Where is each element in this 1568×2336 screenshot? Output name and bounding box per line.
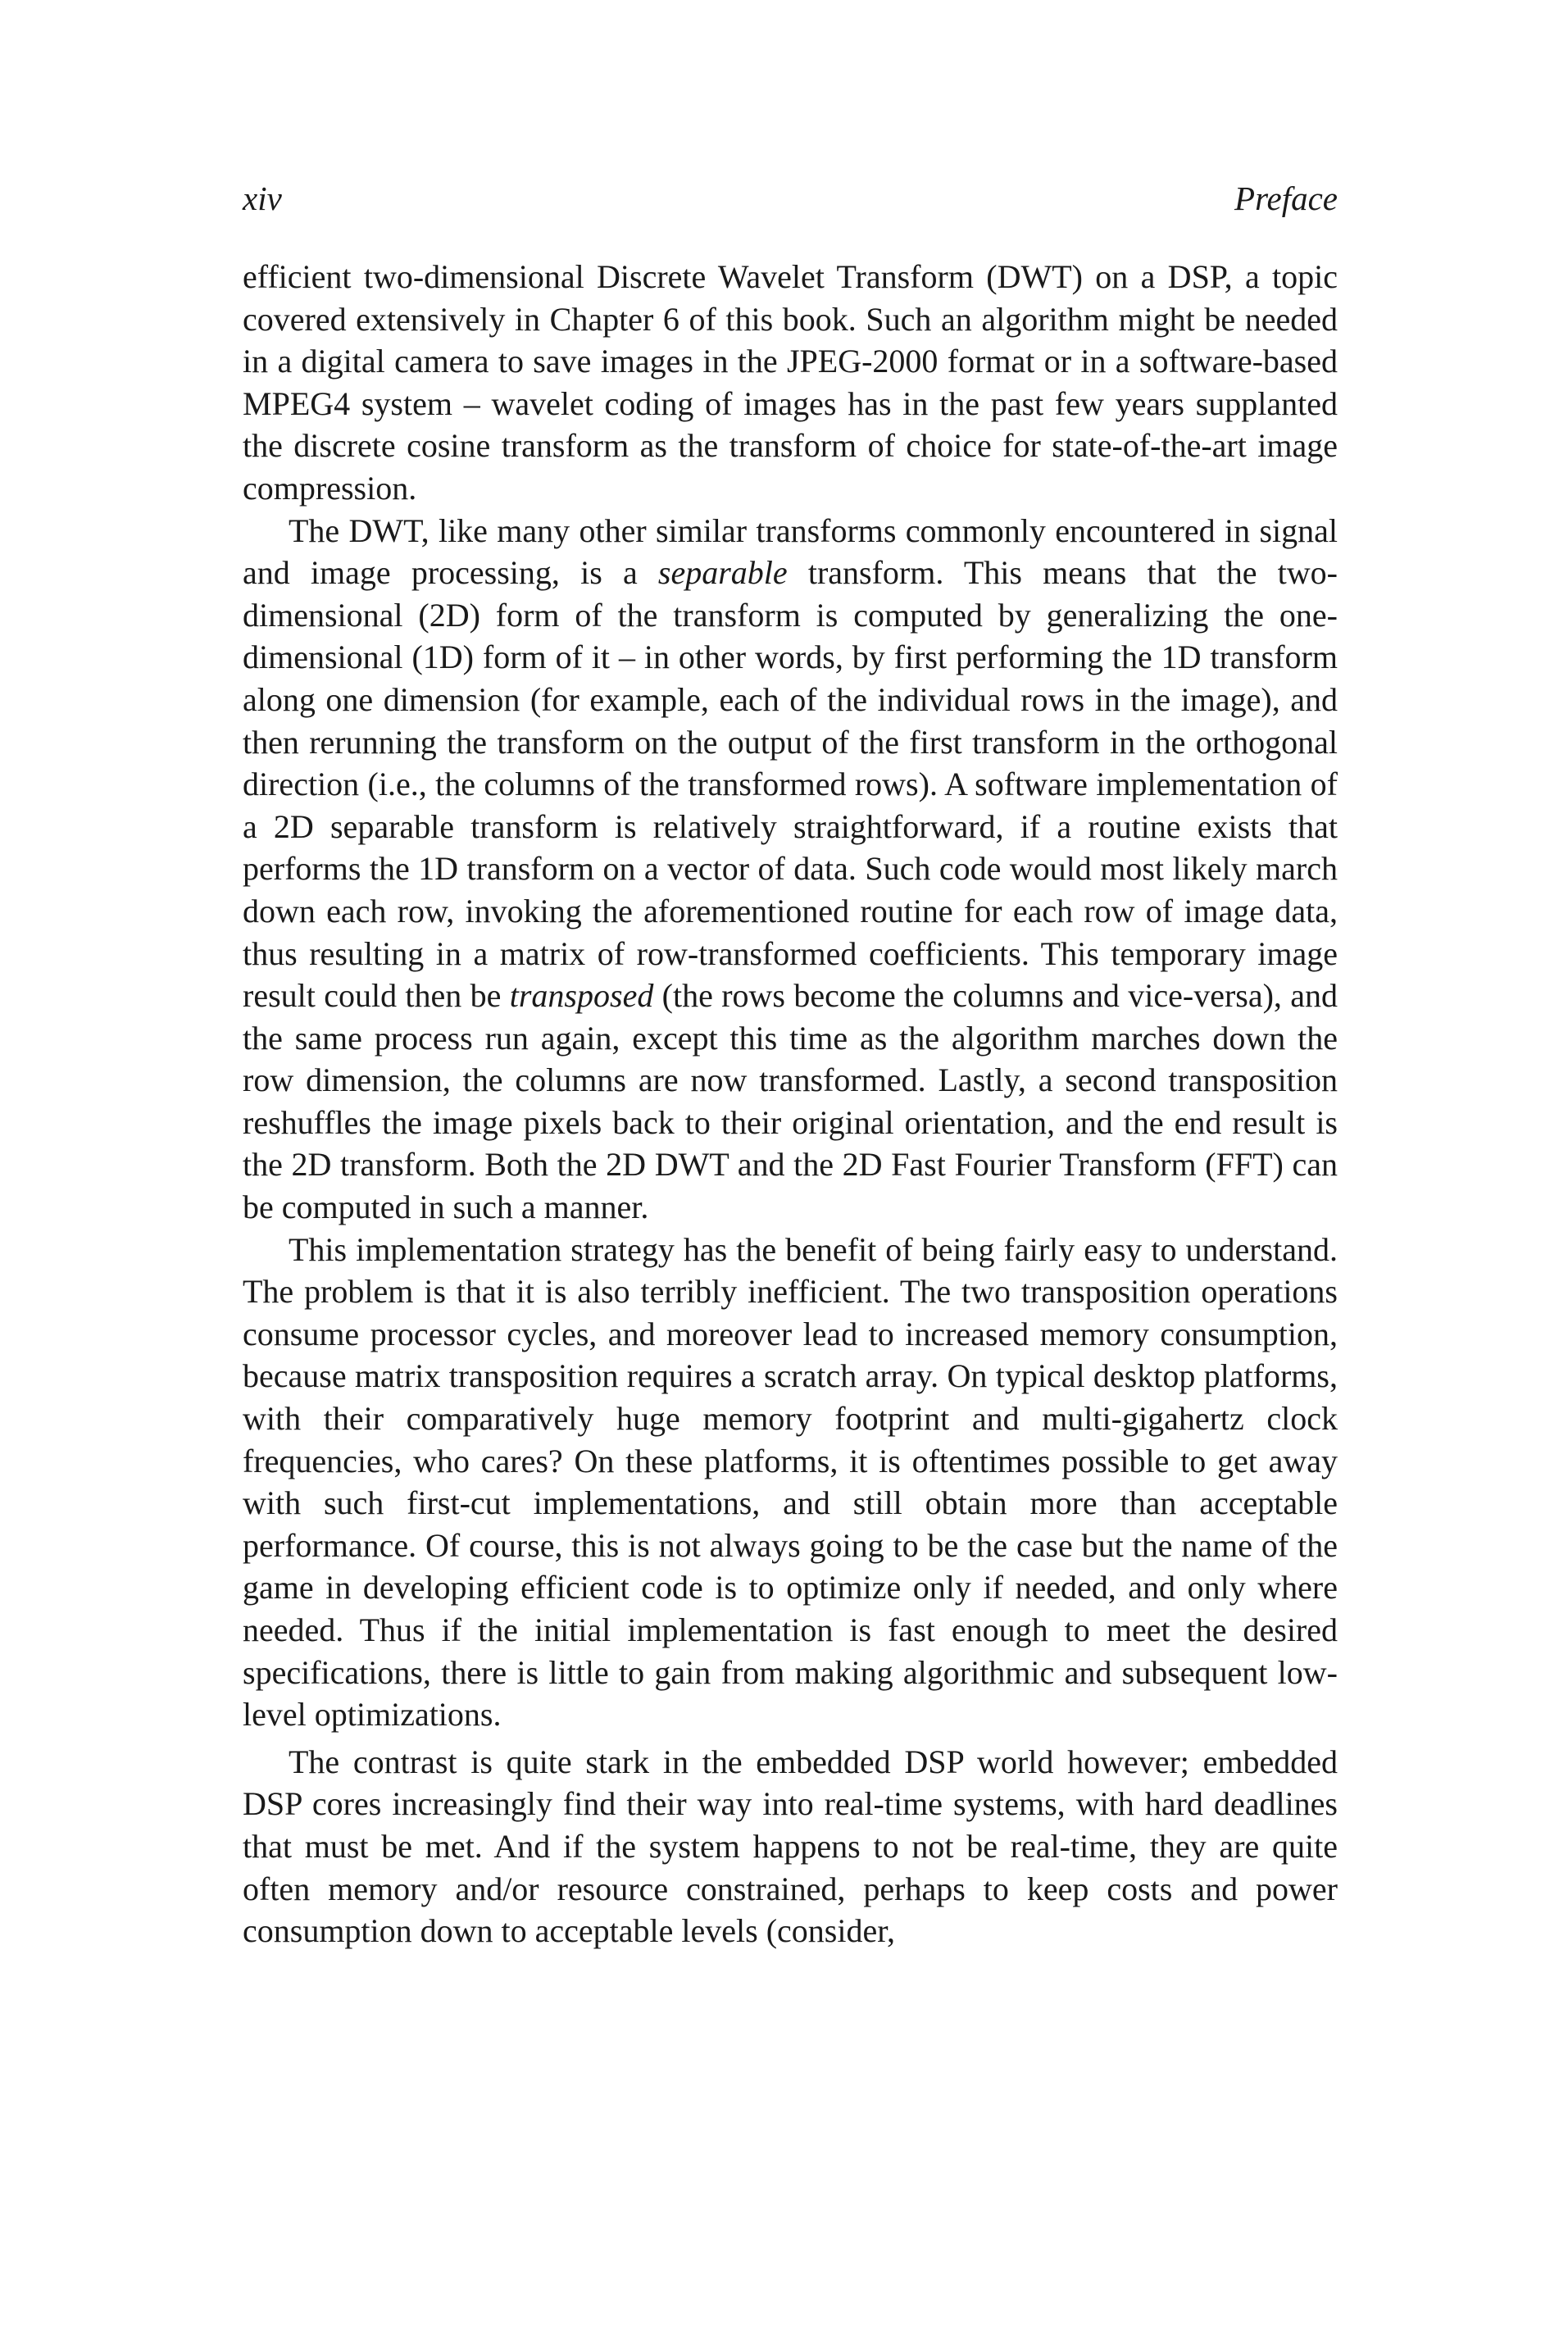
emphasis-transposed: transposed (509, 977, 654, 1015)
body-text (243, 256, 1338, 1952)
paragraph-2-text-b: transform. This means that the two-dimensional (2D) form of the transform is computed by generalizing the one-dimensional (1D) form of it – in other words, by first performing the 1D transform along one dimension (for example, each of the individual rows in the image), and then rerunning the transform on the output of the first transform in the orthogonal direction (i.e., the columns of the transformed rows). A software implementation of a 2D separable transform is relatively straightforward, if a routine exists that performs the 1D transform on a vector of data. Such code would most likely march down each row, invoking the aforementioned routine for each row of image data, thus resulting in a matrix of row-transformed coefficients. This temporary image result could then be (243, 554, 1338, 1015)
paragraph-1 (243, 256, 1338, 510)
emphasis-separable: separable (657, 554, 788, 592)
paragraph-2 (243, 510, 1338, 1229)
running-head (243, 175, 1338, 221)
paragraph-3-text: This implementation strategy has the benefit of being fairly easy to understand. The problem is that it is also terribly inefficient. The two transposition operations consume processor cycles, and moreover lead to increased memory consumption, because matrix transposition requires a scratch array. On typical desktop platforms, with their comparatively huge memory footprint and multi-gigahertz clock frequencies, who cares? On these platforms, it is oftentimes possible to get away with such first-cut implementations, and still obtain more than acceptable performance. Of course, this is not always going to be the case but the name of the game in developing efficient code is to optimize only if needed, and only where needed. Thus if the initial implementation is fast enough to meet the desired specifications, there is little to gain from making algorithmic and subsequent low-level optimizations. (243, 1230, 1338, 1734)
running-head-title: Preface (1234, 180, 1338, 217)
paragraph-2-text-a: The DWT, like many other similar transforms commonly encountered in signal and image processing, is a (243, 511, 1338, 592)
paragraph-2-text-c: (the rows become the columns and vice-versa), and the same process run again, except this time as the algorithm marches down the row dimension, the columns are now transformed. Lastly, a second transposition reshuffles the image pixels back to their original orientation, and the end result is the 2D transform. Both the 2D DWT and the 2D Fast Fourier Transform (FFT) can be computed in such a manner. (243, 977, 1338, 1226)
page-number: xiv (243, 180, 282, 217)
paragraph-3 (243, 1229, 1338, 1736)
paragraph-1-text: efficient two-dimensional Discrete Wavelet Transform (DWT) on a DSP, a topic covered extensively in Chapter 6 of this book. Such an algorithm might be needed in a digital camera to save images in the JPEG-2000 format or in a software-based MPEG4 system – wavelet coding of images has in the past few years supplanted the discrete cosine transform as the transform of choice for state-of-the-art image compression. (243, 258, 1338, 507)
paragraph-4 (243, 1741, 1338, 1952)
paragraph-4-text: The contrast is quite stark in the embedded DSP world however; embedded DSP cores increasingly find their way into real-time systems, with hard deadlines that must be met. And if the system happens to not be real-time, they are quite often memory and/or resource constrained, perhaps to keep costs and power consumption down to acceptable levels (consider, (243, 1743, 1338, 1950)
